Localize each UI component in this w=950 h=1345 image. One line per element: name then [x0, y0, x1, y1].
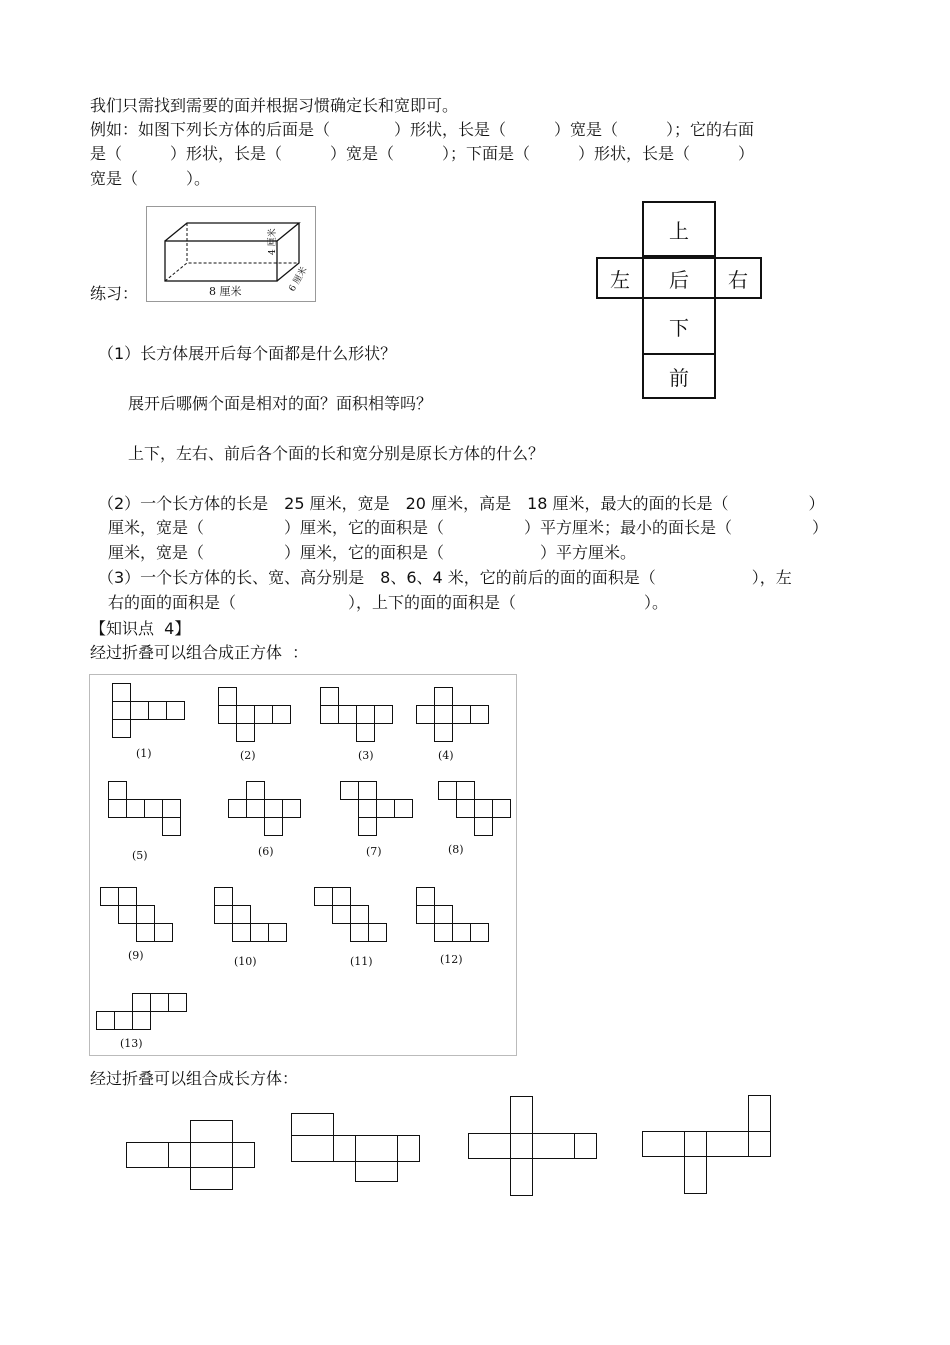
cube-net-square: [148, 701, 167, 720]
question-2b: 厘米，宽是（ ）厘米，它的面积是（ ）平方厘米；最小的面长是（ ）: [108, 518, 829, 537]
cube-net-square: [374, 705, 393, 724]
cube-net-square: [416, 887, 435, 906]
cube-net-square: [394, 799, 413, 818]
cuboid-net-face: [684, 1156, 707, 1194]
cuboid-figure: [146, 206, 316, 302]
cube-net-square: [118, 905, 137, 924]
net-face-back: [642, 257, 716, 299]
cube-net-square: [132, 1011, 151, 1030]
cuboid-net-face: [532, 1133, 575, 1159]
cube-net-square: [232, 905, 251, 924]
cube-net-square: [332, 887, 351, 906]
cuboid-width-label: 6 厘米: [287, 265, 310, 294]
cube-net-square: [340, 781, 359, 800]
net-face-front-label: 前: [669, 365, 689, 390]
cube-net-square: [108, 799, 127, 818]
cube-net-square: [434, 723, 453, 742]
cuboid-net-face: [574, 1133, 597, 1159]
cube-net-square: [320, 705, 339, 724]
cube-nets-panel: [89, 674, 517, 1056]
net-face-bottom-label: 下: [669, 315, 689, 340]
cube-net-square: [350, 923, 369, 942]
cube-net-square: [416, 705, 435, 724]
question-3b: 右的面的面积是（ ），上下的面的面积是（ ）。: [108, 593, 669, 612]
cube-net-square: [268, 923, 287, 942]
cube-net-square: [132, 993, 151, 1012]
cube-net-square: [228, 799, 247, 818]
cube-net-label: (10): [234, 955, 257, 968]
cuboid-net-face: [684, 1131, 707, 1157]
cube-net-square: [100, 887, 119, 906]
cube-net-square: [338, 705, 357, 724]
cube-net-square: [452, 923, 471, 942]
question-1a: （1）长方体展开后每个面都是什么形状？: [98, 344, 397, 363]
cube-net-square: [434, 687, 453, 706]
cube-net-square: [232, 923, 251, 942]
question-1b: 展开后哪俩个面是相对的面？面积相等吗？: [128, 394, 433, 413]
cube-net-square: [162, 817, 181, 836]
net-face-back-label: 后: [669, 267, 689, 292]
net-face-top-label: 上: [669, 218, 689, 243]
cuboid-net-face: [748, 1131, 771, 1157]
cube-net-square: [452, 705, 471, 724]
cuboid-nets-title: 经过折叠可以组合成长方体：: [90, 1069, 299, 1088]
cube-net-square: [434, 705, 453, 724]
cube-net-square: [218, 687, 237, 706]
cube-net-square: [250, 923, 269, 942]
cube-net-square: [474, 817, 493, 836]
cube-net-label: (5): [132, 849, 148, 862]
cuboid-net-face: [190, 1167, 233, 1190]
cuboid-net-face: [510, 1158, 533, 1196]
cuboid-net-face: [126, 1142, 169, 1168]
cuboid-net-face: [333, 1135, 356, 1162]
net-face-front: [642, 353, 716, 399]
cuboid-net-face: [355, 1161, 398, 1182]
intro-line-4: 宽是（ ）。: [90, 169, 211, 188]
net-face-right: [714, 257, 762, 299]
cuboid-net-face: [190, 1142, 233, 1168]
cube-net-square: [376, 799, 395, 818]
cube-net-square: [96, 1011, 115, 1030]
cube-net-square: [438, 781, 457, 800]
cuboid-net-face: [510, 1096, 533, 1134]
cube-net-square: [154, 923, 173, 942]
cube-net-label: (12): [440, 953, 463, 966]
cube-net-square: [246, 799, 265, 818]
cube-net-square: [368, 923, 387, 942]
cube-net-square: [456, 799, 475, 818]
cube-net-square: [254, 705, 273, 724]
cube-net-square: [314, 887, 333, 906]
cuboid-net-face: [706, 1131, 749, 1157]
cuboid-net-face: [355, 1135, 398, 1162]
cube-net-square: [416, 905, 435, 924]
question-3a: （3）一个长方体的长、宽、高分别是 8、6、4 米，它的前后的面的面积是（ ），左: [98, 568, 792, 587]
cube-net-square: [168, 993, 187, 1012]
cube-net-label: (7): [366, 845, 382, 858]
cube-net-square: [236, 705, 255, 724]
cube-net-square: [470, 705, 489, 724]
cube-net-square: [112, 719, 131, 738]
cube-net-label: (13): [120, 1037, 143, 1050]
intro-line-1: 我们只需找到需要的面并根据习惯确定长和宽即可。: [90, 96, 459, 115]
cube-net-square: [114, 1011, 133, 1030]
cube-net-square: [282, 799, 301, 818]
cuboid-net-face: [190, 1120, 233, 1143]
cuboid-net-face: [510, 1133, 533, 1159]
cube-net-square: [112, 683, 131, 702]
cuboid-net-face: [397, 1135, 420, 1162]
cube-net-square: [356, 705, 375, 724]
practice-label: 练习：: [90, 284, 139, 303]
net-face-right-label: 右: [728, 267, 748, 292]
cube-net-label: (4): [438, 749, 454, 762]
cube-net-label: (2): [240, 749, 256, 762]
cube-net-square: [320, 687, 339, 706]
cube-net-square: [236, 723, 255, 742]
cube-net-square: [350, 905, 369, 924]
cube-net-square: [470, 923, 489, 942]
cuboid-net-face: [291, 1113, 334, 1136]
cube-net-square: [166, 701, 185, 720]
question-2c: 厘米，宽是（ ）厘米，它的面积是（ ）平方厘米。: [108, 543, 637, 562]
cube-net-square: [108, 781, 127, 800]
cuboid-net-face: [168, 1142, 191, 1168]
cube-nets-title: 经过折叠可以组合成正方体 ：: [90, 643, 309, 662]
cube-net-label: (6): [258, 845, 274, 858]
cube-net-label: (11): [350, 955, 373, 968]
knowledge-heading: 【知识点 4】: [90, 619, 191, 638]
cube-net-square: [492, 799, 511, 818]
cube-net-square: [272, 705, 291, 724]
cube-net-label: (3): [358, 749, 374, 762]
cube-net-square: [126, 799, 145, 818]
intro-line-3: 是（ ）形状，长是（ ）宽是（ ）；下面是（ ）形状，长是（ ）: [90, 144, 755, 163]
cube-net-square: [246, 781, 265, 800]
cube-net-square: [434, 905, 453, 924]
cuboid-net-face: [291, 1135, 334, 1162]
cube-net-square: [264, 817, 283, 836]
cube-net-square: [356, 723, 375, 742]
cube-net-square: [264, 799, 283, 818]
intro-line-2: 例如：如图下列长方体的后面是（ ）形状，长是（ ）宽是（ ）；它的右面: [90, 120, 755, 139]
cube-net-square: [118, 887, 137, 906]
cuboid-height-label: 4 厘米: [268, 228, 278, 255]
question-2a: （2）一个长方体的长是 25 厘米，宽是 20 厘米，高是 18 厘米，最大的面的长是（ ）: [98, 494, 825, 513]
cube-net-square: [214, 887, 233, 906]
cube-net-square: [136, 905, 155, 924]
cube-net-square: [150, 993, 169, 1012]
cube-net-square: [358, 781, 377, 800]
cube-net-square: [130, 701, 149, 720]
cuboid-net-face: [642, 1131, 685, 1157]
cube-net-label: (9): [128, 949, 144, 962]
cube-net-square: [112, 701, 131, 720]
cube-net-square: [456, 781, 475, 800]
net-face-top: [642, 201, 716, 257]
cube-net-label: (1): [136, 747, 152, 760]
cube-net-square: [474, 799, 493, 818]
net-face-bottom: [642, 297, 716, 355]
cube-net-label: (8): [448, 843, 464, 856]
cube-net-square: [162, 799, 181, 818]
cube-net-square: [358, 817, 377, 836]
net-face-left-label: 左: [610, 267, 630, 292]
cube-net-square: [358, 799, 377, 818]
cuboid-net-face: [232, 1142, 255, 1168]
cube-net-square: [214, 905, 233, 924]
cuboid-length-label: 8 厘米: [209, 285, 242, 298]
cube-net-square: [136, 923, 155, 942]
cube-net-square: [218, 705, 237, 724]
cube-net-square: [332, 905, 351, 924]
cuboid-net-face: [748, 1095, 771, 1132]
question-1c: 上下，左右、前后各个面的长和宽分别是原长方体的什么？: [128, 444, 545, 463]
net-face-left: [596, 257, 644, 299]
cube-net-square: [144, 799, 163, 818]
cuboid-net-face: [468, 1133, 511, 1159]
cube-net-square: [434, 923, 453, 942]
